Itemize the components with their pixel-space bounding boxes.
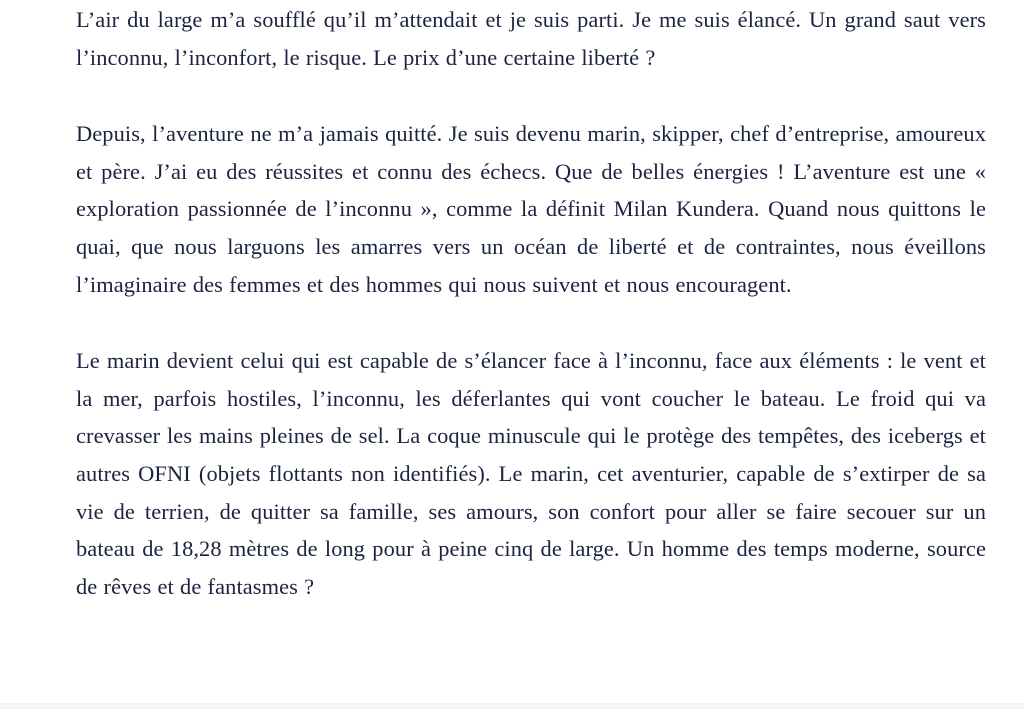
paragraph-2: Depuis, l’aventure ne m’a jamais quitté. Je suis devenu marin, skipper, chef d’entreprise, amoureux et père. J’ai eu des réussites et connu des échecs. Que de belles énergies ! L’aventure est une « exploration passionnée de l’inconnu », comme la définit Milan Kundera. Quand nous quittons le quai, que nous larguons les amarres vers un océan de liberté et de contraintes, nous éveillons l’imaginaire des femmes et des hommes qui nous suivent et nous encouragent. bbox=[76, 121, 986, 297]
page-bottom-edge bbox=[0, 703, 1024, 709]
paragraph-3: Le marin devient celui qui est capable de s’élancer face à l’inconnu, face aux éléments : le vent et la mer, parfois hostiles, l’inconnu, les déferlantes qui vont coucher le bateau. Le froid qui va crevasser les mains pleines de sel. La coque minuscule qui le protège des tempêtes, des icebergs et autres OFNI (objets flottants non identifiés). Le marin, cet aventurier, capable de s’extirper de sa vie de terrien, de quitter sa famille, ses amours, son confort pour aller se faire secouer sur un bateau de 18,28 mètres de long pour à peine cinq de large. Un homme des temps moderne, source de rêves et de fantasmes ? bbox=[76, 348, 986, 599]
paragraph-1: L’air du large m’a soufflé qu’il m’attendait et je suis parti. Je me suis élancé. Un grand saut vers l’inconnu, l’inconfort, le risque. Le prix d’une certaine liberté ? bbox=[76, 7, 986, 70]
document-body bbox=[76, 1, 986, 605]
